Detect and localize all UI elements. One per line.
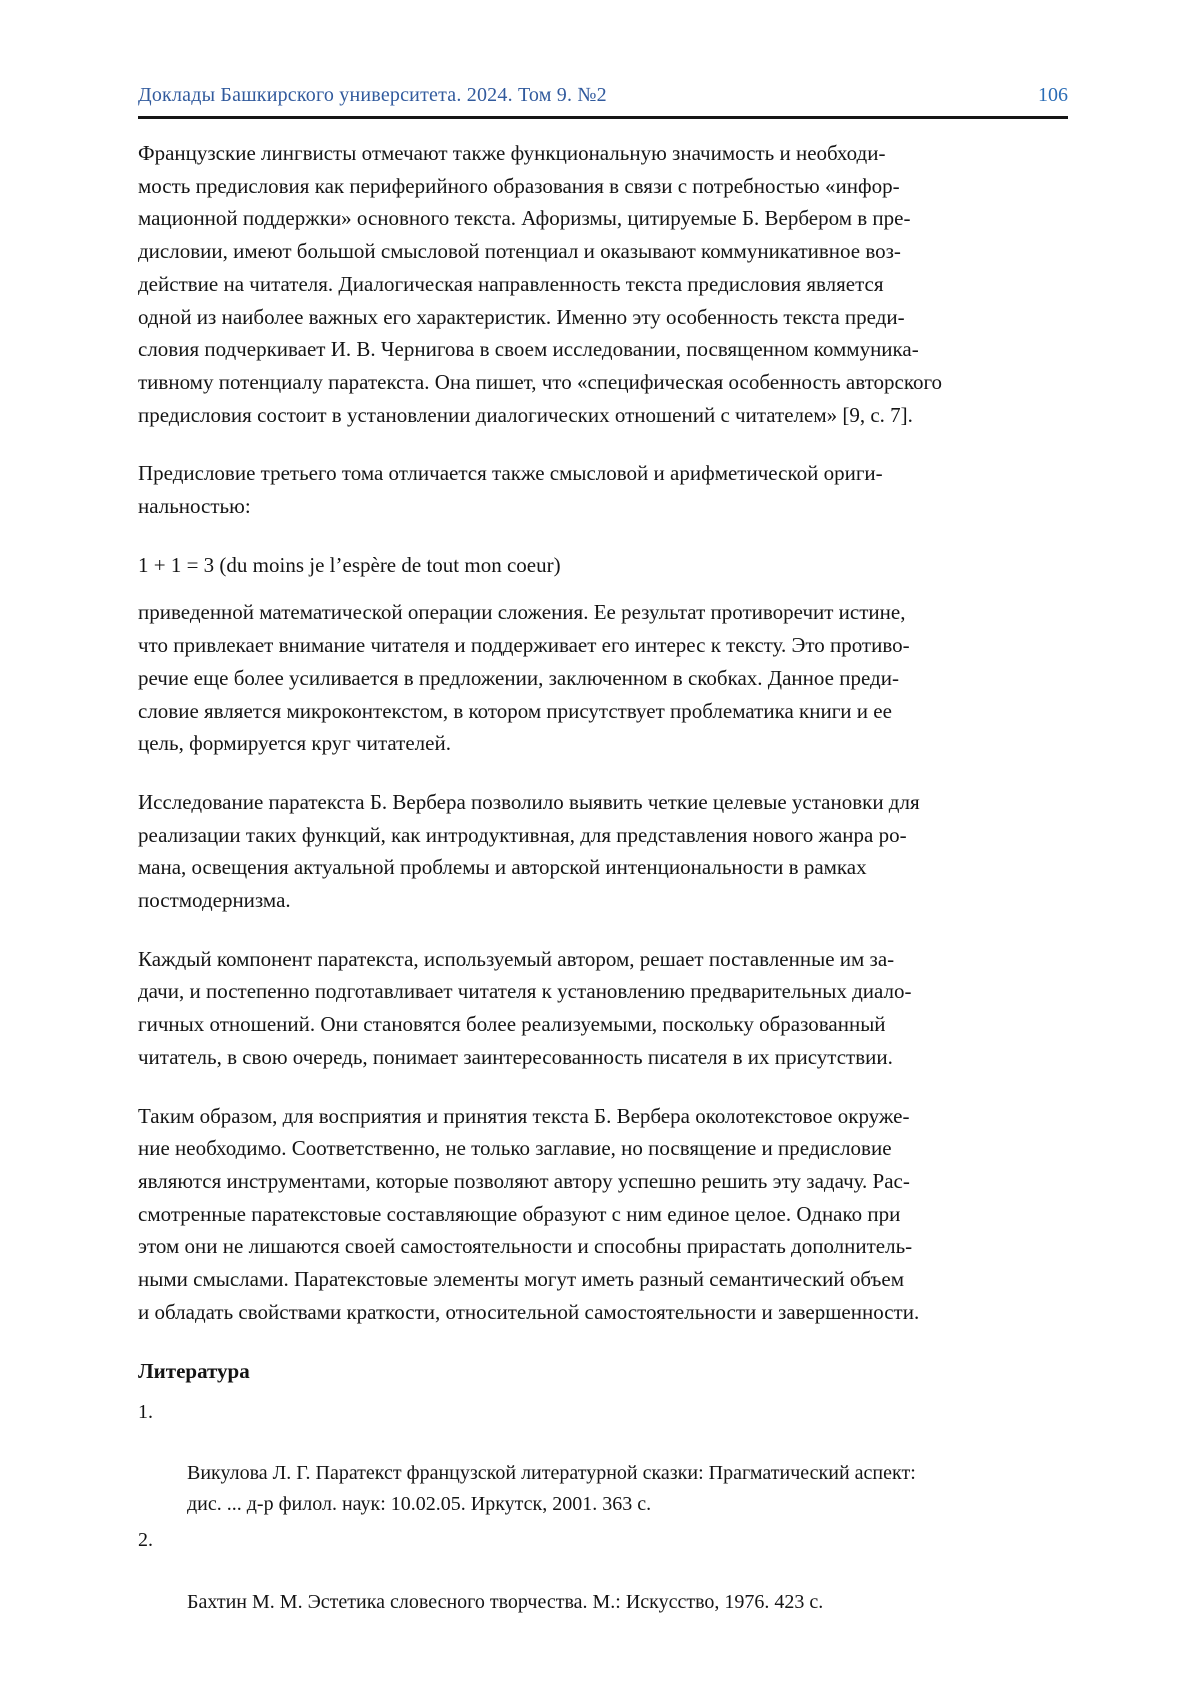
page-number: 106 bbox=[1038, 84, 1068, 106]
paragraph-3: приведенной математической операции сложения. Ее результат противоречит истине, что привлекает внимание читателя и поддерживает его интерес к тексту. Это противо- речие еще более усиливается в предложении, заключенном в скобках. Данное преди- словие является микроконтекстом, в котором присутствует проблематика книги и ее цель, формируется круг читателей. bbox=[138, 600, 910, 756]
paragraph-2: Предисловие третьего тома отличается также смысловой и арифметической ориги- нальностью: bbox=[138, 461, 883, 519]
reference-number: 2. bbox=[138, 1529, 153, 1552]
paragraph-6: Таким образом, для восприятия и принятия текста Б. Вербера околотекстовое окруже- ние необходимо. Соответственно, не только заглавие, но посвящение и предисловие являются инструментами, которые позволяют автору успешно решить эту задачу. Рас- смотренные паратекстовые составляющие образуют с ним единое целое. Однако при этом они не лишаются своей самостоятельности и способны прирастать дополнитель- ными смыслами. Паратекстовые элементы могут иметь разный семантический объем и обладать свойствами краткости, относительной самостоятельности и завершенности. bbox=[138, 1103, 920, 1324]
running-header bbox=[138, 84, 1068, 119]
paragraph-5: Каждый компонент паратекста, используемый автором, решает поставленные им за- дачи, и постепенно подготавливает читателя к установлению предварительных диало- гичных отношений. Они становятся более реализуемыми, поскольку образованный читатель, в свою очередь, понимает заинтересованность писателя в их присутствии. bbox=[138, 946, 912, 1069]
reference-item bbox=[138, 1525, 1068, 1617]
article-body bbox=[138, 137, 1068, 1617]
paragraph-1: Французские лингвисты отмечают также функциональную значимость и необходи- мость предисловия как периферийного образования в связи с потребностью «инфор- мационной поддержки» основного текста. Афоризмы, цитируемые Б. Вербером в пре- дисловии, имеют большой смысловой потенциал и оказывают коммуникативное воз- действие на читателя. Диалогическая направленность текста предисловия является одной из наиболее важных его характеристик. Именно эту особенность текста преди- словия подчеркивает И. В. Чернигова в своем исследовании, посвященном коммуника- тивному потенциалу паратекста. Она пишет, что «специфическая особенность авторского предисловия состоит в установлении диалогических отношений с читателем» [9, с. 7]. bbox=[138, 141, 943, 427]
reference-text: Бахтин М. М. Эстетика словесного творчества. М.: Искусство, 1976. 423 с. bbox=[187, 1590, 824, 1613]
reference-text: Викулова Л. Г. Паратекст французской литературной сказки: Прагматический аспект: дис. ... д-р филол. наук: 10.02.05. Иркутск, 2001. 363 с. bbox=[187, 1461, 916, 1515]
reference-number: 1. bbox=[138, 1400, 153, 1423]
paragraph-4: Исследование паратекста Б. Вербера позволило выявить четкие целевые установки для реализации таких функций, как интродуктивная, для представления нового жанра ро- мана, освещения актуальной проблемы и авторской интенциональности в рамках постмодернизма. bbox=[138, 789, 920, 913]
reference-list bbox=[138, 1397, 1068, 1618]
literature-heading: Литература bbox=[138, 1358, 250, 1383]
formula-line: 1 + 1 = 3 (du moins je l’espère de tout mon coeur) bbox=[138, 552, 561, 577]
journal-title: Доклады Башкирского университета. 2024. Том 9. №2 bbox=[138, 84, 607, 106]
reference-item bbox=[138, 1397, 1068, 1520]
